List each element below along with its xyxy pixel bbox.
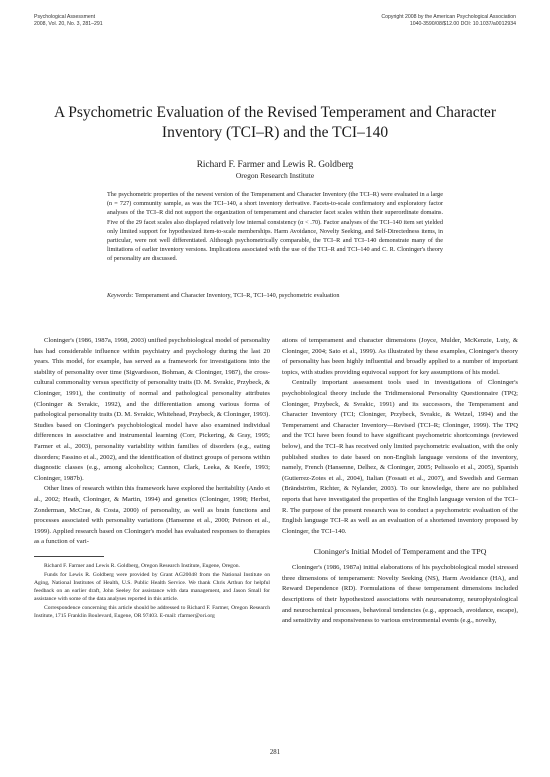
volume-info: 2008, Vol. 20, No. 3, 281–291 xyxy=(34,20,103,27)
page-number: 281 xyxy=(269,749,281,756)
left-column xyxy=(34,336,270,621)
issn-doi: 1040-3590/08/$12.00 DOI: 10.1037/a0012934 xyxy=(409,20,516,27)
copyright-line: Copyright 2008 by the American Psychological Association xyxy=(381,14,516,20)
footnote-divider xyxy=(34,556,104,557)
keywords-text: Temperament and Character Inventory, TCI–R, TCI–140, psychometric evaluation xyxy=(135,292,340,299)
author-note xyxy=(34,562,270,620)
section-heading: Cloninger's Initial Model of Temperament and the TPQ xyxy=(313,547,487,557)
keywords-label: Keywords: xyxy=(107,292,134,299)
body-paragraph: ations of temperament and character dimensions (Joyce, Mulder, McKenzie, Luty, & Cloninger, 2004; Sato et al., 1999). As illustrated by these examples, Cloninger's theory of personality has been highly influential and broadly applied to a number of important topics, with studies providing equivocal support for key assumptions of his model. xyxy=(282,337,518,376)
body-paragraph: Cloninger's (1986, 1987a, 1998, 2003) unified psychobiological model of personality has had considerable influence within psychiatry and psychology during the last 20 years. This model, for example, has served as a framework for investigations into the stability of personality over time (Sigvardsson, Bohman, & Cloninger, 1987), the cross-cultural commonality versus specificity of personality traits (D. M. Svrakic, Przybeck, & Cloninger, 1991), the continuity of normal and pathological personality attributes (Cloninger & Svrakic, 1992), and the differentiation among various forms of pathological personality traits (D. M. Svrakic, Whitehead, Przybeck, & Cloninger, 1993). Studies based on Cloninger's psychobiological model have also examined individual differences in associative and instrumental learning (Corr, Pickering, & Gray, 1995; Farmer et al., 2003), personality variability within families of disorders (e.g., eating disorders; Fassino et al., 2002), and the identification of distinct groups of persons within diagnostic classes (e.g., among alcoholics; Cannon, Clark, Leeka, & Keefe, 1993; Cloninger, 1987b). xyxy=(34,337,270,482)
keywords xyxy=(107,291,443,300)
body-paragraph: Cloninger's (1986, 1987a) initial elaborations of his psychobiological model stressed three dimensions of temperament: Novelty Seeking (NS), Harm Avoidance (HA), and Reward Dependence (RD). Formulations of these temperament dimensions included descriptions of their hypothesized associations with neuroanatomy, neurophysiological and neurochemical processes, behavioral tendencies (e.g., approach, avoidance, escape), and sensitivity and responsiveness to various environmental events (e.g., novelty, xyxy=(282,564,518,625)
footnote: Richard F. Farmer and Lewis R. Goldberg, Oregon Research Institute, Eugene, Oregon. xyxy=(44,562,240,569)
copyright-header xyxy=(381,14,516,27)
journal-header xyxy=(34,14,103,27)
abstract: The psychometric properties of the newest version of the Temperament and Character Inventory (the TCI–R) were evaluated in a large (n = 727) community sample, as was the TCI–140, a short inventory derivative. Facets-to-scale confirmatory and exploratory factor analyses of the TCI–R did not support the organization of temperament and character facet scales within their superordinate domains. Five of the 29 facet scales also displayed relatively low internal consistency (α < .70). Factor analyses of the TCI–140 item set yielded only limited support for hypothesized item-to-scale memberships. Harm Avoidance, Novelty Seeking, and Self-Directedness items, in particular, were not well differentiated. Although psychometrically comparable, the TCI–R and TCI–140 demonstrate many of the limitations of earlier inventory versions. Implications associated with the use of the TCI–R and TCI–140 and C. R. Cloninger's theory of personality are discussed. xyxy=(107,191,443,263)
body-paragraph: Centrally important assessment tools used in investigations of Cloninger's psychobiological theory include the Tridimensional Personality Questionnaire (TPQ; Cloninger, Przybeck, & Svrakic, 1991) and its successors, the Temperament and Character Inventory (TCI; Cloninger, Przybeck, Svrakic, & Wetzel, 1994) and the Temperament and Character Inventory—Revised (TCI–R; Cloninger, 1999). The TPQ and the TCI have been found to have significant psychometric shortcomings (reviewed below), and the TCI–R has received only limited psychometric evaluation, with the only published studies to date based on non-English language versions of the inventory, namely, French (Hansenne, Delhez, & Cloninger, 2005; Pelissolo et al., 2005), Spanish (Gutierrez-Zotes et al., 2004), Italian (Fossati et al., 2007), and Swedish and German (Brändström, Richter, & Nylander, 2003). To our knowledge, there are no published reports that have investigated the properties of the English language version of the TCI–R. The purpose of the present research was to conduct a psychometric evaluation of the English language TCI–R as well as an evaluation of a shortened inventory proposed by Cloninger, the TCI–140. xyxy=(282,379,518,535)
affiliation: Oregon Research Institute xyxy=(235,171,315,180)
footnote: Funds for Lewis R. Goldberg were provided by Grant AG20048 from the National Institute on Aging, National Institutes of Health, U.S. Public Health Service. We thank Chris Arthun for helpful feedback on an earlier draft, John Seeley for assistance with data management, and Jason Small for assistance with some of the data analyses reported in this article. xyxy=(34,571,270,602)
authors: Richard F. Farmer and Lewis R. Goldberg xyxy=(196,160,354,170)
article-title: A Psychometric Evaluation of the Revised Temperament and Character Inventory (TCI–R) and the TCI–140 xyxy=(54,104,496,141)
footnote: Correspondence concerning this article should be addressed to Richard F. Farmer, Oregon Research Institute, 1715 Franklin Boulevard, Eugene, OR 97403. E-mail: rfarmer@ori.org xyxy=(34,604,270,619)
journal-name: Psychological Assessment xyxy=(34,14,96,20)
body-paragraph: Other lines of research within this framework have explored the heritability (Ando et al., 2002; Heath, Cloninger, & Martin, 1994) and genetics (Cloninger, 1998; Herbst, Zonderman, McCrae, & Costa, 2000) of personality, as well as brain functions and processes associated with personality variations (Hansenne et al., 2000; Peirson et al., 1999). Applied research based on Cloninger's model has evaluated responses to therapies as a function of vari- xyxy=(34,485,270,546)
right-column xyxy=(282,336,518,627)
